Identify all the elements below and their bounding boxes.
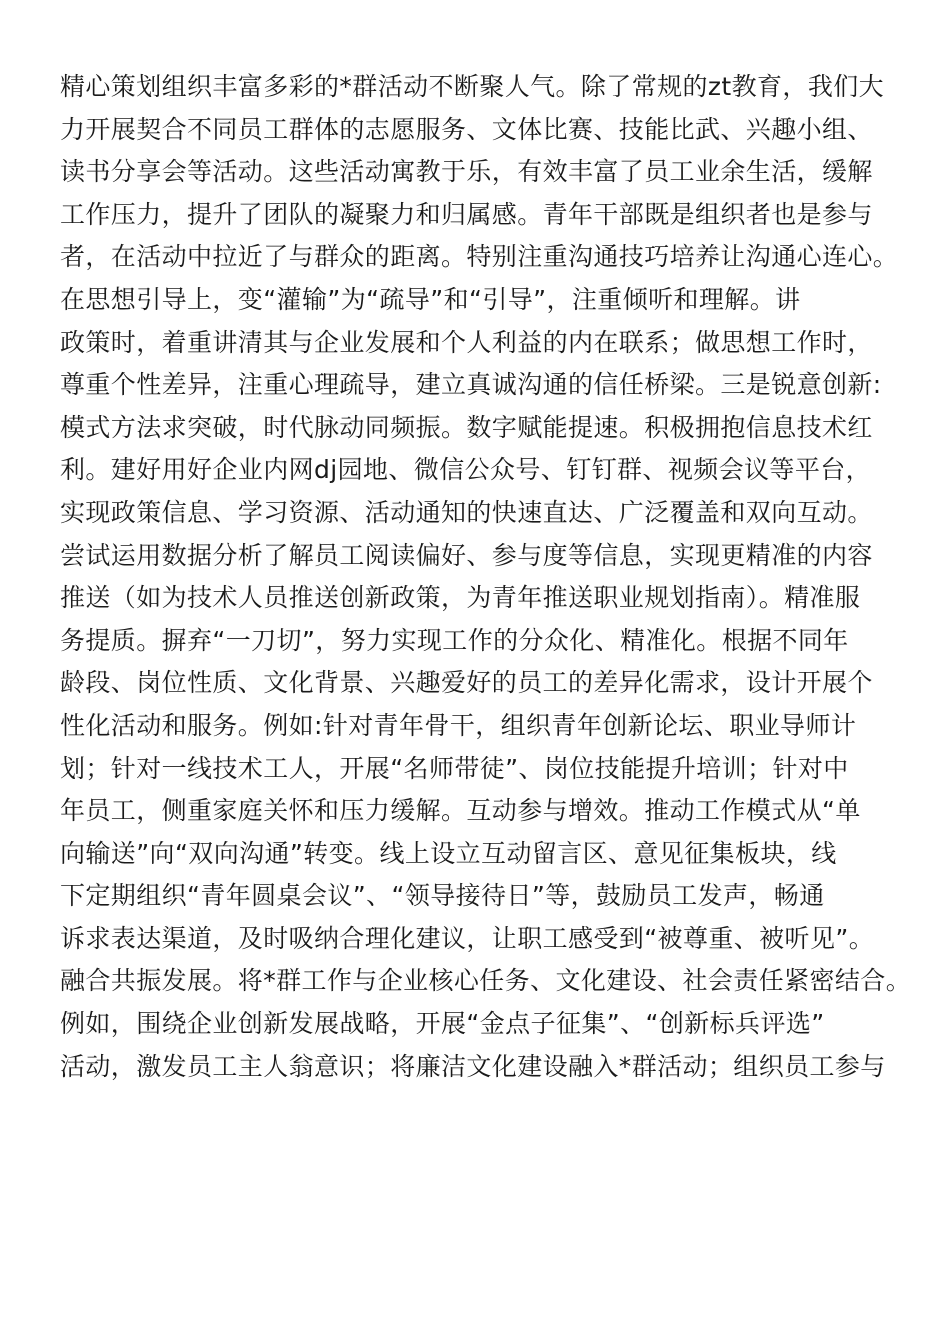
text-line: 工作压力，提升了团队的凝聚力和归属感。青年干部既是组织者也是参与 [60, 199, 873, 229]
text-line: 模式方法求突破，时代脉动同频振。数字赋能提速。积极拥抱信息技术红 [60, 412, 873, 442]
text-line: 活动，激发员工主人翁意识；将廉洁文化建设融入*群活动；组织员工参与 [60, 1051, 886, 1081]
text-line: 诉求表达渠道，及时吸纳合理化建议，让职工感受到“被尊重、被听见”。 [60, 923, 875, 953]
text-line: 实现政策信息、学习资源、活动通知的快速直达、广泛覆盖和双向互动。 [60, 497, 873, 527]
text-line: 精心策划组织丰富多彩的*群活动不断聚人气。除了常规的zt教育，我们大 [60, 72, 885, 101]
text-line: 例如，围绕企业创新发展战略，开展“金点子征集”、“创新标兵评选” [60, 1009, 825, 1039]
text-line: 融合共振发展。将*群工作与企业核心任务、文化建设、社会责任紧密结合。 [60, 966, 912, 996]
text-line: 务提质。摒弃“一刀切”，努力实现工作的分众化、精准化。根据不同年 [60, 625, 849, 655]
text-line: 尊重个性差异，注重心理疏导，建立真诚沟通的信任桥梁。三是锐意创新: [60, 370, 882, 400]
text-line: 政策时，着重讲清其与企业发展和个人利益的内在联系；做思想工作时， [60, 327, 873, 357]
text-line: 利。建好用好企业内网dj园地、微信公众号、钉钉群、视频会议等平台， [60, 455, 872, 485]
text-line: 性化活动和服务。例如:针对青年骨干，组织青年创新论坛、职业导师计 [60, 710, 857, 740]
text-line: 力开展契合不同员工群体的志愿服务、文体比赛、技能比武、兴趣小组、 [60, 114, 873, 144]
text-line: 在思想引导上，变“灌输”为“疏导”和“引导”，注重倾听和理解。讲 [60, 284, 801, 314]
text-line: 下定期组织“青年圆桌会议”、“领导接待日”等，鼓励员工发声，畅通 [60, 881, 825, 911]
text-line: 龄段、岗位性质、文化背景、兴趣爱好的员工的差异化需求，设计开展个 [60, 668, 873, 698]
text-line: 者，在活动中拉近了与群众的距离。特别注重沟通技巧培养让沟通心连心。 [60, 242, 899, 272]
text-line: 推送（如为技术人员推送创新政策，为青年推送职业规划指南）。精准服 [60, 583, 861, 613]
body-text [60, 66, 920, 1088]
text-line: 年员工，侧重家庭关怀和压力缓解。互动参与增效。推动工作模式从“单 [60, 796, 861, 826]
text-line: 读书分享会等活动。这些活动寓教于乐，有效丰富了员工业余生活，缓解 [60, 157, 873, 187]
text-line: 尝试运用数据分析了解员工阅读偏好、参与度等信息，实现更精准的内容 [60, 540, 873, 570]
text-line: 划；针对一线技术工人，开展“名师带徒”、岗位技能提升培训；针对中 [60, 753, 849, 783]
text-line: 向输送”向“双向沟通”转变。线上设立互动留言区、意见征集板块，线 [60, 838, 837, 868]
